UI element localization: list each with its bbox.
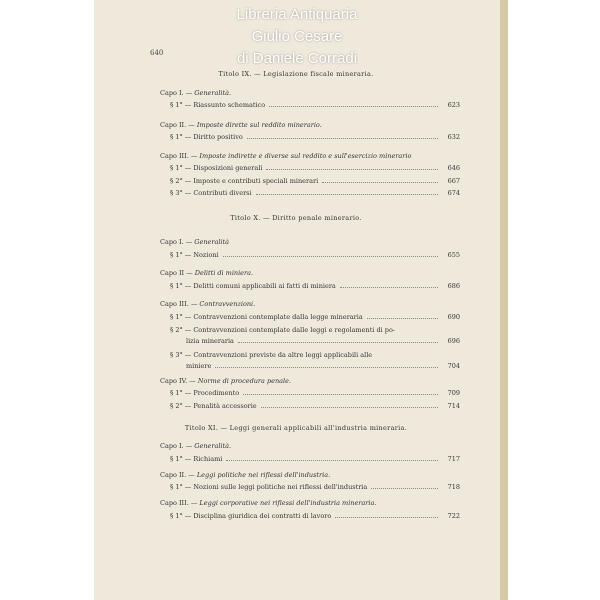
toc-entry: § 3° — Contravvenzioni previste da altre leggi applicabili alle [170,351,373,359]
capo-heading: Capo II. — Imposte dirette sul reddito minerario. [160,121,322,129]
toc-entry: § 1° — Delitti comuni applicabili ai fatti di miniera 686 [170,282,460,290]
capo-heading: Capo II — Delitti di miniera. [160,269,254,277]
toc-entry: § 1° — Nozioni 655 [170,251,460,259]
section-title: Titolo X. — Diritto penale minerario. [230,214,362,222]
toc-entry: § 1° — Contravvenzioni contemplate dalla legge mineraria 690 [170,313,460,321]
toc-entry: § 2° — Penalità accessorie 714 [170,402,460,410]
toc-entry: § 1° — Disciplina giuridica dei contratti di lavoro 722 [170,512,460,520]
capo-heading: Capo III. — Imposte indirette e diverse sul reddito e sull'esercizio minerario [160,152,412,160]
toc-entry: § 3° — Contributi diversi 674 [170,189,460,197]
toc-entry: § 1° — Procedimento 709 [170,389,460,397]
capo-heading: Capo I. — Generalità [160,238,229,246]
watermark-line-3: di Daniele Corradi [236,50,358,67]
toc-entry: § 1° — Nozioni sulle leggi politiche nei riflessi dell'industria 718 [170,483,460,491]
toc-entry: § 1° — Disposizioni generali 646 [170,164,460,172]
capo-heading: Capo I. — Generalità. [160,442,232,450]
document-page [94,0,500,600]
section-title: Titolo XI. — Leggi generali applicabili all'industria mineraria. [184,424,408,432]
capo-heading: Capo III. — Contravvenzioni. [160,300,256,308]
watermark-line-1: Libreria Antiquaria [236,6,358,23]
toc-entry: § 1° — Richiami 717 [170,455,460,463]
capo-heading: Capo IV. — Norme di procedura penale. [160,377,292,385]
toc-entry: § 2° — Contravvenzioni contemplate dalle leggi e regolamenti di po- [170,326,396,334]
capo-heading: Capo I. — Generalità. [160,89,232,97]
toc-entry-continuation: lizia mineraria 696 [186,337,460,345]
toc-entry: § 1° — Riassunto schematico 623 [170,101,460,109]
toc-entry: § 2° — Imposte e contributi speciali minerari 667 [170,177,460,185]
toc-entry-continuation: miniere 704 [186,362,460,370]
section-title: Titolo IX. — Legislazione fiscale mineraria. [218,70,374,78]
watermark-line-2: Giulio Cesare [251,28,343,45]
page-number: 640 [150,49,164,57]
page-edge [500,0,508,600]
capo-heading: Capo II. — Leggi politiche nei riflessi dell'industria. [160,471,331,479]
capo-heading: Capo III. — Leggi corporative nei riflessi dell'industria mineraria. [160,499,377,507]
toc-entry: § 1° — Diritto positivo 632 [170,133,460,141]
